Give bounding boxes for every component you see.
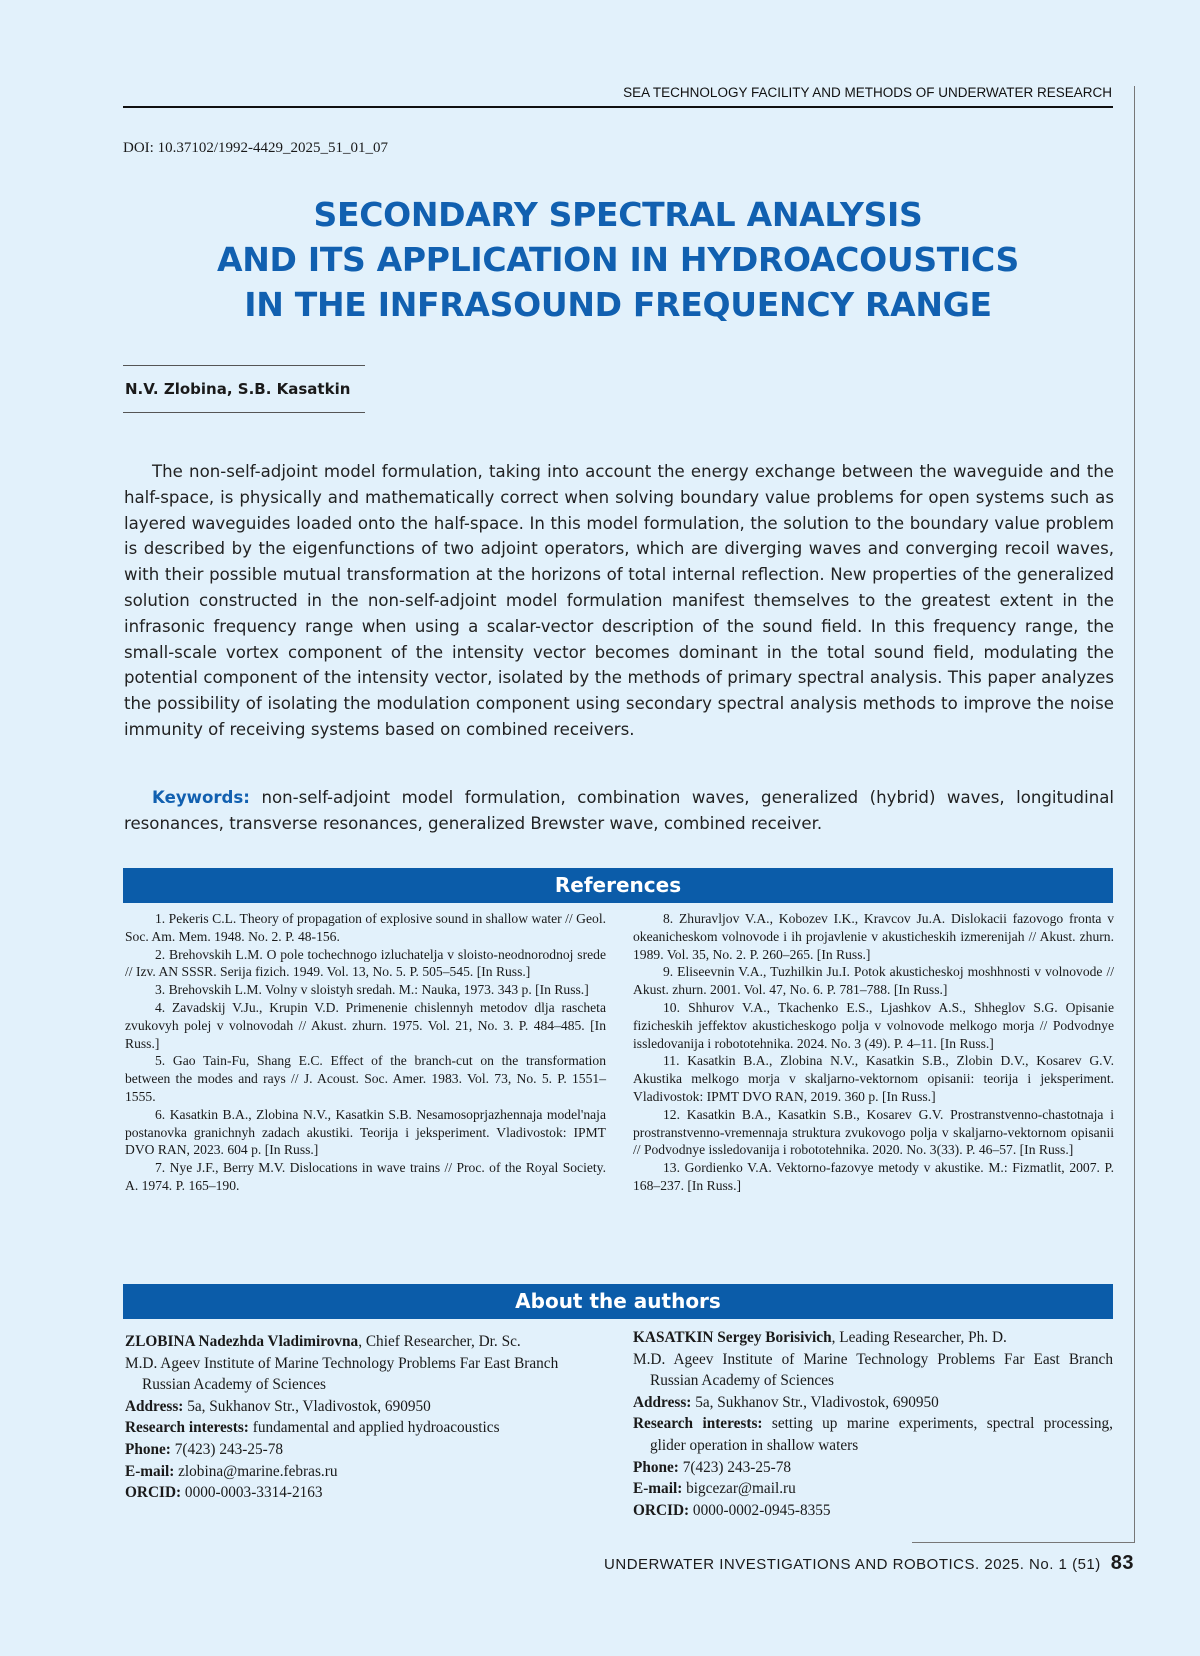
label: Phone: — [125, 1441, 171, 1458]
abstract: The non-self-adjoint model formulation, taking into account the energy exchange between the waveguide and the half-space, is physically and mathematically correct when solving boundary value problems for open systems such as layered waveguides loaded onto the half-space. In this model formulation, the solution to the boundary value problem is described by the eigenfunctions of two adjoint operators, which are diverging waves and converging recoil waves, with their possible mutual transformation at the horizons of total internal reflection. New properties of the generalized solution constructed in the non-self-adjoint model formulation manifest themselves to the greatest extent in the infrasonic frequency range when using a scalar-vector description of the sound field. In this frequency range, the small-scale vortex component of the intensity vector becomes dominant in the total sound field, modulating the potential component of the intensity vector, isolated by the methods of primary spectral analysis. This paper analyzes the possibility of isolating the modulation component using secondary spectral analysis methods to improve the noise immunity of receiving systems based on combined receivers. — [124, 459, 1114, 743]
author-affiliation: M.D. Ageev Institute of Marine Technology Problems Far East Branch Russian Academy of Sciences — [125, 1353, 610, 1396]
references-right-column — [633, 910, 1114, 1195]
reference-item: 7. Nye J.F., Berry M.V. Dislocations in wave trains // Proc. of the Royal Society. A. 1974. P. 165–190. — [125, 1159, 606, 1195]
reference-item: 2. Brehovskih L.M. O pole tochechnogo izluchatelja v sloisto-neodnorodnoj srede // Izv. AN SSSR. Serija fizich. 1949. Vol. 13, No. 5. P. 505–545. [In Russ.] — [125, 946, 606, 982]
author-name: KASATKIN Sergey Borisivich — [633, 1329, 832, 1346]
author-interests — [633, 1413, 1113, 1456]
page-number: 83 — [1111, 1552, 1134, 1574]
authors-rule-bottom — [123, 412, 365, 413]
journal-citation: UNDERWATER INVESTIGATIONS AND ROBOTICS. 2025. No. 1 (51) — [604, 1556, 1101, 1573]
references-heading: References — [123, 868, 1113, 903]
about-authors-heading: About the authors — [123, 1284, 1113, 1319]
author-name: ZLOBINA Nadezhda Vladimirovna — [125, 1333, 358, 1350]
author-email — [125, 1461, 610, 1483]
title-line: SECONDARY SPECTRAL ANALYSIS — [123, 192, 1113, 237]
author-phone — [125, 1439, 610, 1461]
author-orcid — [125, 1482, 610, 1504]
title-line: AND ITS APPLICATION IN HYDROACOUSTICS — [123, 237, 1113, 282]
running-header: SEA TECHNOLOGY FACILITY AND METHODS OF UNDERWATER RESEARCH — [623, 85, 1112, 100]
reference-item: 9. Eliseevnin V.A., Tuzhilkin Ju.I. Potok akusticheskoj moshhnosti v volnovode // Akust. zhurn. 2001. Vol. 47, No. 6. P. 781–788. [In Russ.] — [633, 963, 1114, 999]
value: 7(423) 243-25-78 — [171, 1441, 283, 1458]
author-position: , Chief Researcher, Dr. Sc. — [358, 1333, 521, 1350]
page-border-right — [1134, 86, 1135, 1542]
author-position: , Leading Researcher, Ph. D. — [832, 1329, 1007, 1346]
label: E-mail: — [125, 1463, 174, 1480]
author-name-line — [125, 1331, 610, 1353]
header-rule — [123, 106, 1113, 108]
doi[interactable]: DOI: 10.37102/1992-4429_2025_51_01_07 — [123, 140, 388, 157]
author-orcid — [633, 1500, 1113, 1522]
author-address — [125, 1396, 610, 1418]
page-footer — [604, 1552, 1134, 1575]
author-name-line — [633, 1327, 1113, 1349]
keywords-text: non-self-adjoint model formulation, combination waves, generalized (hybrid) waves, longitudinal resonances, transverse resonances, generalized Brewster wave, combined receiver. — [124, 788, 1114, 833]
label: Research interests: — [125, 1419, 249, 1436]
reference-item: 6. Kasatkin B.A., Zlobina N.V., Kasatkin S.B. Nesamosoprjazhennaja model'naja postanovka granichnyh zadach akustiki. Teorija i jeksperiment. Vladivostok: IPMT DVO RAN, 2023. 604 p. [In Russ.] — [125, 1106, 606, 1159]
email-link[interactable]: zlobina@marine.febras.ru — [174, 1463, 337, 1480]
label: Phone: — [633, 1459, 679, 1476]
page-border-bottom — [912, 1542, 1135, 1543]
author-info-zlobina — [125, 1331, 610, 1504]
author-phone — [633, 1457, 1113, 1479]
reference-item: 10. Shhurov V.A., Tkachenko E.S., Ljashkov A.S., Shheglov S.G. Opisanie fizicheskih jeffektov akusticheskogo polja v volnovode melkogo morja // Podvodnye issledovanija i robototehnika. 2024. No. 3 (49). P. 4–11. [In Russ.] — [633, 999, 1114, 1052]
author-address — [633, 1392, 1113, 1414]
reference-item: 1. Pekeris C.L. Theory of propagation of explosive sound in shallow water // Geol. Soc. Am. Mem. 1948. No. 2. P. 48-156. — [125, 910, 606, 946]
label: Address: — [633, 1394, 691, 1411]
author-interests — [125, 1417, 610, 1439]
reference-item: 3. Brehovskih L.M. Volny v sloistyh sredah. M.: Nauka, 1973. 343 p. [In Russ.] — [125, 981, 606, 999]
references-left-column — [125, 910, 606, 1195]
keywords-label: Keywords: — [152, 788, 250, 807]
reference-item: 8. Zhuravljov V.A., Kobozev I.K., Kravcov Ju.A. Dislokacii fazovogo fronta v okeanicheskom volnovode i ih projavlenie v akusticheskih izmerenijah // Akust. zhurn. 1989. Vol. 35, No. 2. P. 260–265. [In Russ.] — [633, 910, 1114, 963]
authors-rule-top — [123, 365, 365, 366]
reference-item: 11. Kasatkin B.A., Zlobina N.V., Kasatkin S.B., Zlobin D.V., Kosarev G.V. Akustika melkogo morja v skaljarno-vektornom opisanii: teorija i jeksperiment. Vladivostok: IPMT DVO RAN, 2019. 360 p. [In Russ.] — [633, 1052, 1114, 1105]
title-line: IN THE INFRASOUND FREQUENCY RANGE — [123, 282, 1113, 327]
reference-item: 5. Gao Tain-Fu, Shang E.C. Effect of the branch-cut on the transformation between the modes and rays // J. Acoust. Soc. Amer. 1983. Vol. 73, No. 5. P. 1551–1555. — [125, 1052, 606, 1105]
reference-item: 12. Kasatkin B.A., Kasatkin S.B., Kosarev G.V. Prostranstvenno-chastotnaja i prostranstvenno-vremennaja struktura zvukovogo polja v skaljarno-vektornom opisanii // Podvodnye issledovanija i robototehnika. 2020. No. 3(33). P. 46–57. [In Russ.] — [633, 1106, 1114, 1159]
label: ORCID: — [633, 1502, 689, 1519]
label: E-mail: — [633, 1480, 682, 1497]
email-link[interactable]: bigcezar@mail.ru — [682, 1480, 795, 1497]
reference-item: 13. Gordienko V.A. Vektorno-fazovye metody v akustike. M.: Fizmatlit, 2007. P. 168–237. [In Russ.] — [633, 1159, 1114, 1195]
author-affiliation: M.D. Ageev Institute of Marine Technology Problems Far East Branch Russian Academy of Sciences — [633, 1349, 1113, 1392]
author-info-kasatkin — [633, 1327, 1113, 1521]
orcid-link[interactable]: 0000-0003-3314-2163 — [181, 1484, 322, 1501]
orcid-link[interactable]: 0000-0002-0945-8355 — [689, 1502, 830, 1519]
author-email — [633, 1478, 1113, 1500]
value: 7(423) 243-25-78 — [679, 1459, 791, 1476]
article-title — [123, 192, 1113, 327]
value: setting up marine experiments, spectral processing, glider operation in shallow waters — [650, 1415, 1113, 1454]
keywords — [124, 785, 1114, 837]
reference-item: 4. Zavadskij V.Ju., Krupin V.D. Primenenie chislennyh metodov dlja rascheta zvukovyh polej v volnovodah // Akust. zhurn. 1975. Vol. 21, No. 3. P. 484–485. [In Russ.] — [125, 999, 606, 1052]
value: 5a, Sukhanov Str., Vladivostok, 690950 — [183, 1398, 430, 1415]
value: 5a, Sukhanov Str., Vladivostok, 690950 — [691, 1394, 938, 1411]
value: fundamental and applied hydroacoustics — [249, 1419, 500, 1436]
label: ORCID: — [125, 1484, 181, 1501]
label: Research interests: — [633, 1415, 763, 1432]
label: Address: — [125, 1398, 183, 1415]
authors: N.V. Zlobina, S.B. Kasatkin — [125, 380, 350, 398]
